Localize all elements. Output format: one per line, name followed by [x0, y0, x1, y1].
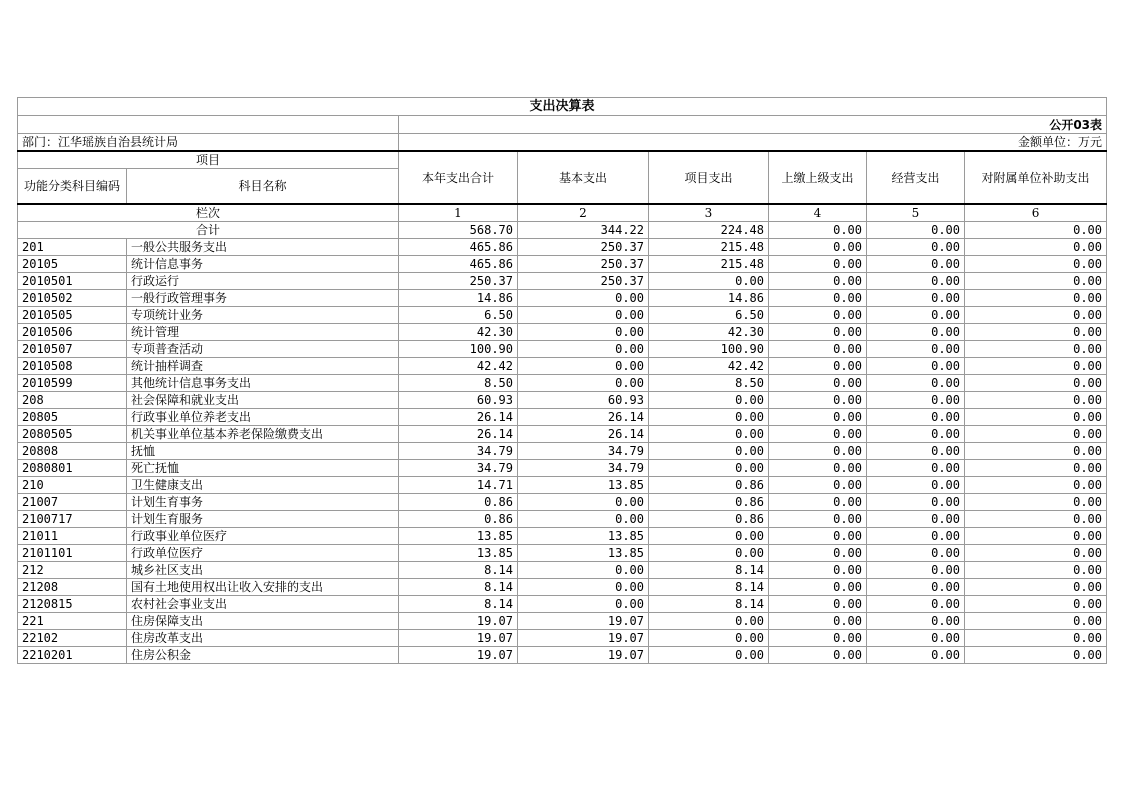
row-value: 13.85	[399, 545, 518, 562]
row-value: 0.00	[769, 307, 867, 324]
row-code: 2010506	[18, 324, 127, 341]
row-value: 42.30	[649, 324, 769, 341]
row-value: 0.00	[867, 256, 965, 273]
header-col-4: 上缴上级支出	[769, 151, 867, 204]
row-code: 2010599	[18, 375, 127, 392]
row-value: 0.00	[769, 477, 867, 494]
row-name: 专项普查活动	[127, 341, 399, 358]
row-value: 13.85	[518, 528, 649, 545]
row-value: 34.79	[399, 443, 518, 460]
row-value: 0.00	[518, 579, 649, 596]
column-index-3: 3	[649, 204, 769, 222]
row-value: 19.07	[518, 613, 649, 630]
row-name: 卫生健康支出	[127, 477, 399, 494]
row-name: 社会保障和就业支出	[127, 392, 399, 409]
row-name: 计划生育服务	[127, 511, 399, 528]
row-value: 0.00	[867, 613, 965, 630]
row-value: 0.00	[965, 409, 1107, 426]
row-value: 0.00	[867, 426, 965, 443]
row-value: 0.00	[769, 647, 867, 664]
expenditure-sheet	[17, 97, 1106, 664]
row-value: 0.00	[867, 477, 965, 494]
row-value: 0.00	[769, 562, 867, 579]
row-value: 0.00	[965, 528, 1107, 545]
row-value: 0.00	[649, 528, 769, 545]
row-value: 0.00	[769, 494, 867, 511]
row-value: 0.00	[965, 307, 1107, 324]
table-row	[18, 511, 1107, 528]
row-value: 0.00	[649, 273, 769, 290]
row-code: 2010508	[18, 358, 127, 375]
total-label: 合计	[18, 222, 399, 239]
row-value: 0.00	[518, 324, 649, 341]
row-value: 42.42	[649, 358, 769, 375]
row-value: 0.00	[649, 443, 769, 460]
row-value: 0.00	[867, 647, 965, 664]
row-value: 0.00	[965, 392, 1107, 409]
row-code: 210	[18, 477, 127, 494]
row-value: 0.00	[769, 273, 867, 290]
table-row	[18, 579, 1107, 596]
row-name: 住房公积金	[127, 647, 399, 664]
row-value: 0.00	[769, 239, 867, 256]
header-name: 科目名称	[127, 169, 399, 205]
row-value: 0.00	[769, 528, 867, 545]
row-value: 0.86	[649, 494, 769, 511]
row-value: 0.00	[769, 460, 867, 477]
row-name: 一般行政管理事务	[127, 290, 399, 307]
header-col-6: 对附属单位补助支出	[965, 151, 1107, 204]
row-value: 34.79	[399, 460, 518, 477]
total-value: 0.00	[867, 222, 965, 239]
row-value: 26.14	[518, 409, 649, 426]
table-row	[18, 460, 1107, 477]
row-value: 0.00	[965, 324, 1107, 341]
row-value: 0.00	[965, 545, 1107, 562]
row-value: 0.00	[965, 596, 1107, 613]
row-value: 0.00	[649, 409, 769, 426]
table-row	[18, 358, 1107, 375]
row-value: 0.00	[867, 307, 965, 324]
row-value: 8.14	[399, 596, 518, 613]
row-value: 250.37	[518, 273, 649, 290]
row-value: 215.48	[649, 256, 769, 273]
unit-label: 金额单位：万元	[399, 134, 1107, 152]
row-code: 21208	[18, 579, 127, 596]
row-value: 0.86	[399, 494, 518, 511]
total-value: 224.48	[649, 222, 769, 239]
row-value: 0.00	[965, 579, 1107, 596]
table-row	[18, 307, 1107, 324]
row-value: 0.00	[965, 273, 1107, 290]
row-value: 0.00	[769, 341, 867, 358]
row-value: 0.00	[518, 375, 649, 392]
row-value: 6.50	[399, 307, 518, 324]
row-value: 0.00	[769, 290, 867, 307]
row-name: 机关事业单位基本养老保险缴费支出	[127, 426, 399, 443]
row-code: 2210201	[18, 647, 127, 664]
row-value: 0.00	[649, 426, 769, 443]
row-value: 0.86	[649, 511, 769, 528]
row-value: 34.79	[518, 460, 649, 477]
row-code: 201	[18, 239, 127, 256]
row-value: 0.00	[769, 511, 867, 528]
row-value: 0.00	[769, 375, 867, 392]
row-value: 34.79	[518, 443, 649, 460]
row-name: 国有土地使用权出让收入安排的支出	[127, 579, 399, 596]
column-index-5: 5	[867, 204, 965, 222]
row-value: 0.00	[965, 290, 1107, 307]
row-value: 0.00	[965, 239, 1107, 256]
row-value: 14.71	[399, 477, 518, 494]
row-value: 0.00	[649, 647, 769, 664]
table-row	[18, 273, 1107, 290]
row-value: 0.00	[867, 341, 965, 358]
row-value: 42.42	[399, 358, 518, 375]
row-value: 14.86	[649, 290, 769, 307]
row-value: 0.00	[867, 545, 965, 562]
table-row	[18, 324, 1107, 341]
table-row	[18, 647, 1107, 664]
row-value: 0.00	[769, 579, 867, 596]
row-value: 0.00	[649, 392, 769, 409]
row-name: 计划生育事务	[127, 494, 399, 511]
row-value: 250.37	[518, 256, 649, 273]
row-value: 215.48	[649, 239, 769, 256]
table-row	[18, 477, 1107, 494]
row-value: 19.07	[399, 647, 518, 664]
row-value: 60.93	[399, 392, 518, 409]
row-name: 统计信息事务	[127, 256, 399, 273]
row-value: 0.00	[769, 443, 867, 460]
row-code: 2010505	[18, 307, 127, 324]
row-value: 0.00	[965, 511, 1107, 528]
row-code: 21011	[18, 528, 127, 545]
row-value: 26.14	[399, 409, 518, 426]
row-value: 0.00	[965, 460, 1107, 477]
column-index-label: 栏次	[18, 204, 399, 222]
row-code: 20105	[18, 256, 127, 273]
row-value: 13.85	[399, 528, 518, 545]
row-value: 0.00	[965, 477, 1107, 494]
row-value: 19.07	[518, 630, 649, 647]
row-value: 13.85	[518, 545, 649, 562]
row-value: 42.30	[399, 324, 518, 341]
row-value: 0.86	[649, 477, 769, 494]
department-label: 部门：江华瑶族自治县统计局	[18, 134, 399, 152]
row-code: 208	[18, 392, 127, 409]
row-name: 其他统计信息事务支出	[127, 375, 399, 392]
row-value: 0.00	[518, 562, 649, 579]
row-value: 0.00	[649, 613, 769, 630]
row-value: 0.00	[867, 290, 965, 307]
table-row	[18, 613, 1107, 630]
table-row	[18, 545, 1107, 562]
total-row	[18, 222, 1107, 239]
table-row	[18, 239, 1107, 256]
total-value: 0.00	[769, 222, 867, 239]
row-value: 0.00	[867, 375, 965, 392]
row-value: 0.00	[965, 494, 1107, 511]
row-name: 统计管理	[127, 324, 399, 341]
table-row	[18, 528, 1107, 545]
row-code: 21007	[18, 494, 127, 511]
row-value: 0.00	[965, 562, 1107, 579]
row-code: 2100717	[18, 511, 127, 528]
total-value: 0.00	[965, 222, 1107, 239]
row-value: 100.90	[399, 341, 518, 358]
row-name: 行政事业单位医疗	[127, 528, 399, 545]
row-value: 0.00	[518, 341, 649, 358]
row-name: 行政运行	[127, 273, 399, 290]
total-value: 568.70	[399, 222, 518, 239]
expenditure-table	[17, 97, 1107, 664]
row-value: 100.90	[649, 341, 769, 358]
row-value: 0.00	[518, 596, 649, 613]
row-value: 0.00	[769, 596, 867, 613]
row-value: 0.00	[965, 426, 1107, 443]
row-value: 0.00	[965, 375, 1107, 392]
header-col-1: 本年支出合计	[399, 151, 518, 204]
row-name: 住房保障支出	[127, 613, 399, 630]
row-code: 212	[18, 562, 127, 579]
row-value: 0.00	[649, 545, 769, 562]
row-value: 0.00	[867, 409, 965, 426]
row-value: 0.00	[518, 290, 649, 307]
column-index-4: 4	[769, 204, 867, 222]
row-value: 0.00	[867, 562, 965, 579]
row-code: 20808	[18, 443, 127, 460]
column-index-1: 1	[399, 204, 518, 222]
row-value: 0.00	[769, 392, 867, 409]
row-code: 2101101	[18, 545, 127, 562]
row-value: 0.00	[867, 443, 965, 460]
row-name: 行政单位医疗	[127, 545, 399, 562]
row-code: 221	[18, 613, 127, 630]
row-value: 0.00	[769, 409, 867, 426]
row-value: 0.00	[769, 256, 867, 273]
header-code: 功能分类科目编码	[18, 169, 127, 205]
row-value: 0.00	[867, 579, 965, 596]
row-value: 0.00	[867, 392, 965, 409]
row-value: 0.00	[867, 239, 965, 256]
row-value: 0.00	[769, 426, 867, 443]
row-value: 0.00	[867, 511, 965, 528]
row-value: 250.37	[518, 239, 649, 256]
table-row	[18, 443, 1107, 460]
row-value: 26.14	[518, 426, 649, 443]
row-value: 0.86	[399, 511, 518, 528]
row-value: 0.00	[965, 341, 1107, 358]
table-row	[18, 341, 1107, 358]
row-name: 一般公共服务支出	[127, 239, 399, 256]
row-value: 8.50	[399, 375, 518, 392]
row-code: 2010507	[18, 341, 127, 358]
table-row	[18, 256, 1107, 273]
header-col-5: 经营支出	[867, 151, 965, 204]
row-value: 13.85	[518, 477, 649, 494]
row-value: 26.14	[399, 426, 518, 443]
row-value: 0.00	[965, 256, 1107, 273]
table-row	[18, 562, 1107, 579]
row-value: 8.14	[649, 579, 769, 596]
row-value: 8.14	[399, 579, 518, 596]
row-value: 0.00	[518, 358, 649, 375]
row-value: 6.50	[649, 307, 769, 324]
row-name: 抚恤	[127, 443, 399, 460]
row-code: 2080801	[18, 460, 127, 477]
row-code: 20805	[18, 409, 127, 426]
row-code: 2010501	[18, 273, 127, 290]
row-value: 0.00	[965, 358, 1107, 375]
row-value: 250.37	[399, 273, 518, 290]
row-value: 0.00	[769, 630, 867, 647]
row-value: 0.00	[867, 596, 965, 613]
header-col-3: 项目支出	[649, 151, 769, 204]
row-value: 0.00	[867, 528, 965, 545]
row-value: 0.00	[769, 324, 867, 341]
table-row	[18, 630, 1107, 647]
table-row	[18, 375, 1107, 392]
row-value: 465.86	[399, 239, 518, 256]
row-name: 农村社会事业支出	[127, 596, 399, 613]
row-value: 0.00	[518, 511, 649, 528]
row-value: 0.00	[965, 613, 1107, 630]
row-code: 2120815	[18, 596, 127, 613]
row-value: 0.00	[867, 630, 965, 647]
row-value: 19.07	[518, 647, 649, 664]
table-row	[18, 494, 1107, 511]
row-name: 城乡社区支出	[127, 562, 399, 579]
row-name: 统计抽样调查	[127, 358, 399, 375]
row-code: 2080505	[18, 426, 127, 443]
form-number: 公开03表	[399, 116, 1107, 134]
row-value: 0.00	[518, 307, 649, 324]
row-value: 14.86	[399, 290, 518, 307]
row-value: 0.00	[965, 630, 1107, 647]
row-name: 住房改革支出	[127, 630, 399, 647]
row-code: 22102	[18, 630, 127, 647]
header-col-2: 基本支出	[518, 151, 649, 204]
table-title: 支出决算表	[18, 98, 1107, 116]
row-value: 0.00	[867, 358, 965, 375]
row-value: 0.00	[867, 460, 965, 477]
row-value: 8.50	[649, 375, 769, 392]
total-value: 344.22	[518, 222, 649, 239]
row-value: 0.00	[965, 443, 1107, 460]
row-value: 8.14	[399, 562, 518, 579]
row-value: 0.00	[518, 494, 649, 511]
column-index-2: 2	[518, 204, 649, 222]
row-name: 死亡抚恤	[127, 460, 399, 477]
header-project: 项目	[18, 151, 399, 169]
row-name: 行政事业单位养老支出	[127, 409, 399, 426]
table-row	[18, 426, 1107, 443]
row-value: 0.00	[649, 630, 769, 647]
row-value: 0.00	[867, 494, 965, 511]
row-value: 465.86	[399, 256, 518, 273]
table-row	[18, 409, 1107, 426]
row-value: 19.07	[399, 613, 518, 630]
row-name: 专项统计业务	[127, 307, 399, 324]
row-value: 8.14	[649, 596, 769, 613]
table-row	[18, 290, 1107, 307]
row-value: 0.00	[769, 358, 867, 375]
row-code: 2010502	[18, 290, 127, 307]
row-value: 0.00	[649, 460, 769, 477]
row-value: 0.00	[769, 613, 867, 630]
row-value: 60.93	[518, 392, 649, 409]
row-value: 8.14	[649, 562, 769, 579]
row-value: 19.07	[399, 630, 518, 647]
table-row	[18, 392, 1107, 409]
row-value: 0.00	[965, 647, 1107, 664]
column-index-6: 6	[965, 204, 1107, 222]
table-row	[18, 596, 1107, 613]
row-value: 0.00	[769, 545, 867, 562]
row-value: 0.00	[867, 273, 965, 290]
row-value: 0.00	[867, 324, 965, 341]
